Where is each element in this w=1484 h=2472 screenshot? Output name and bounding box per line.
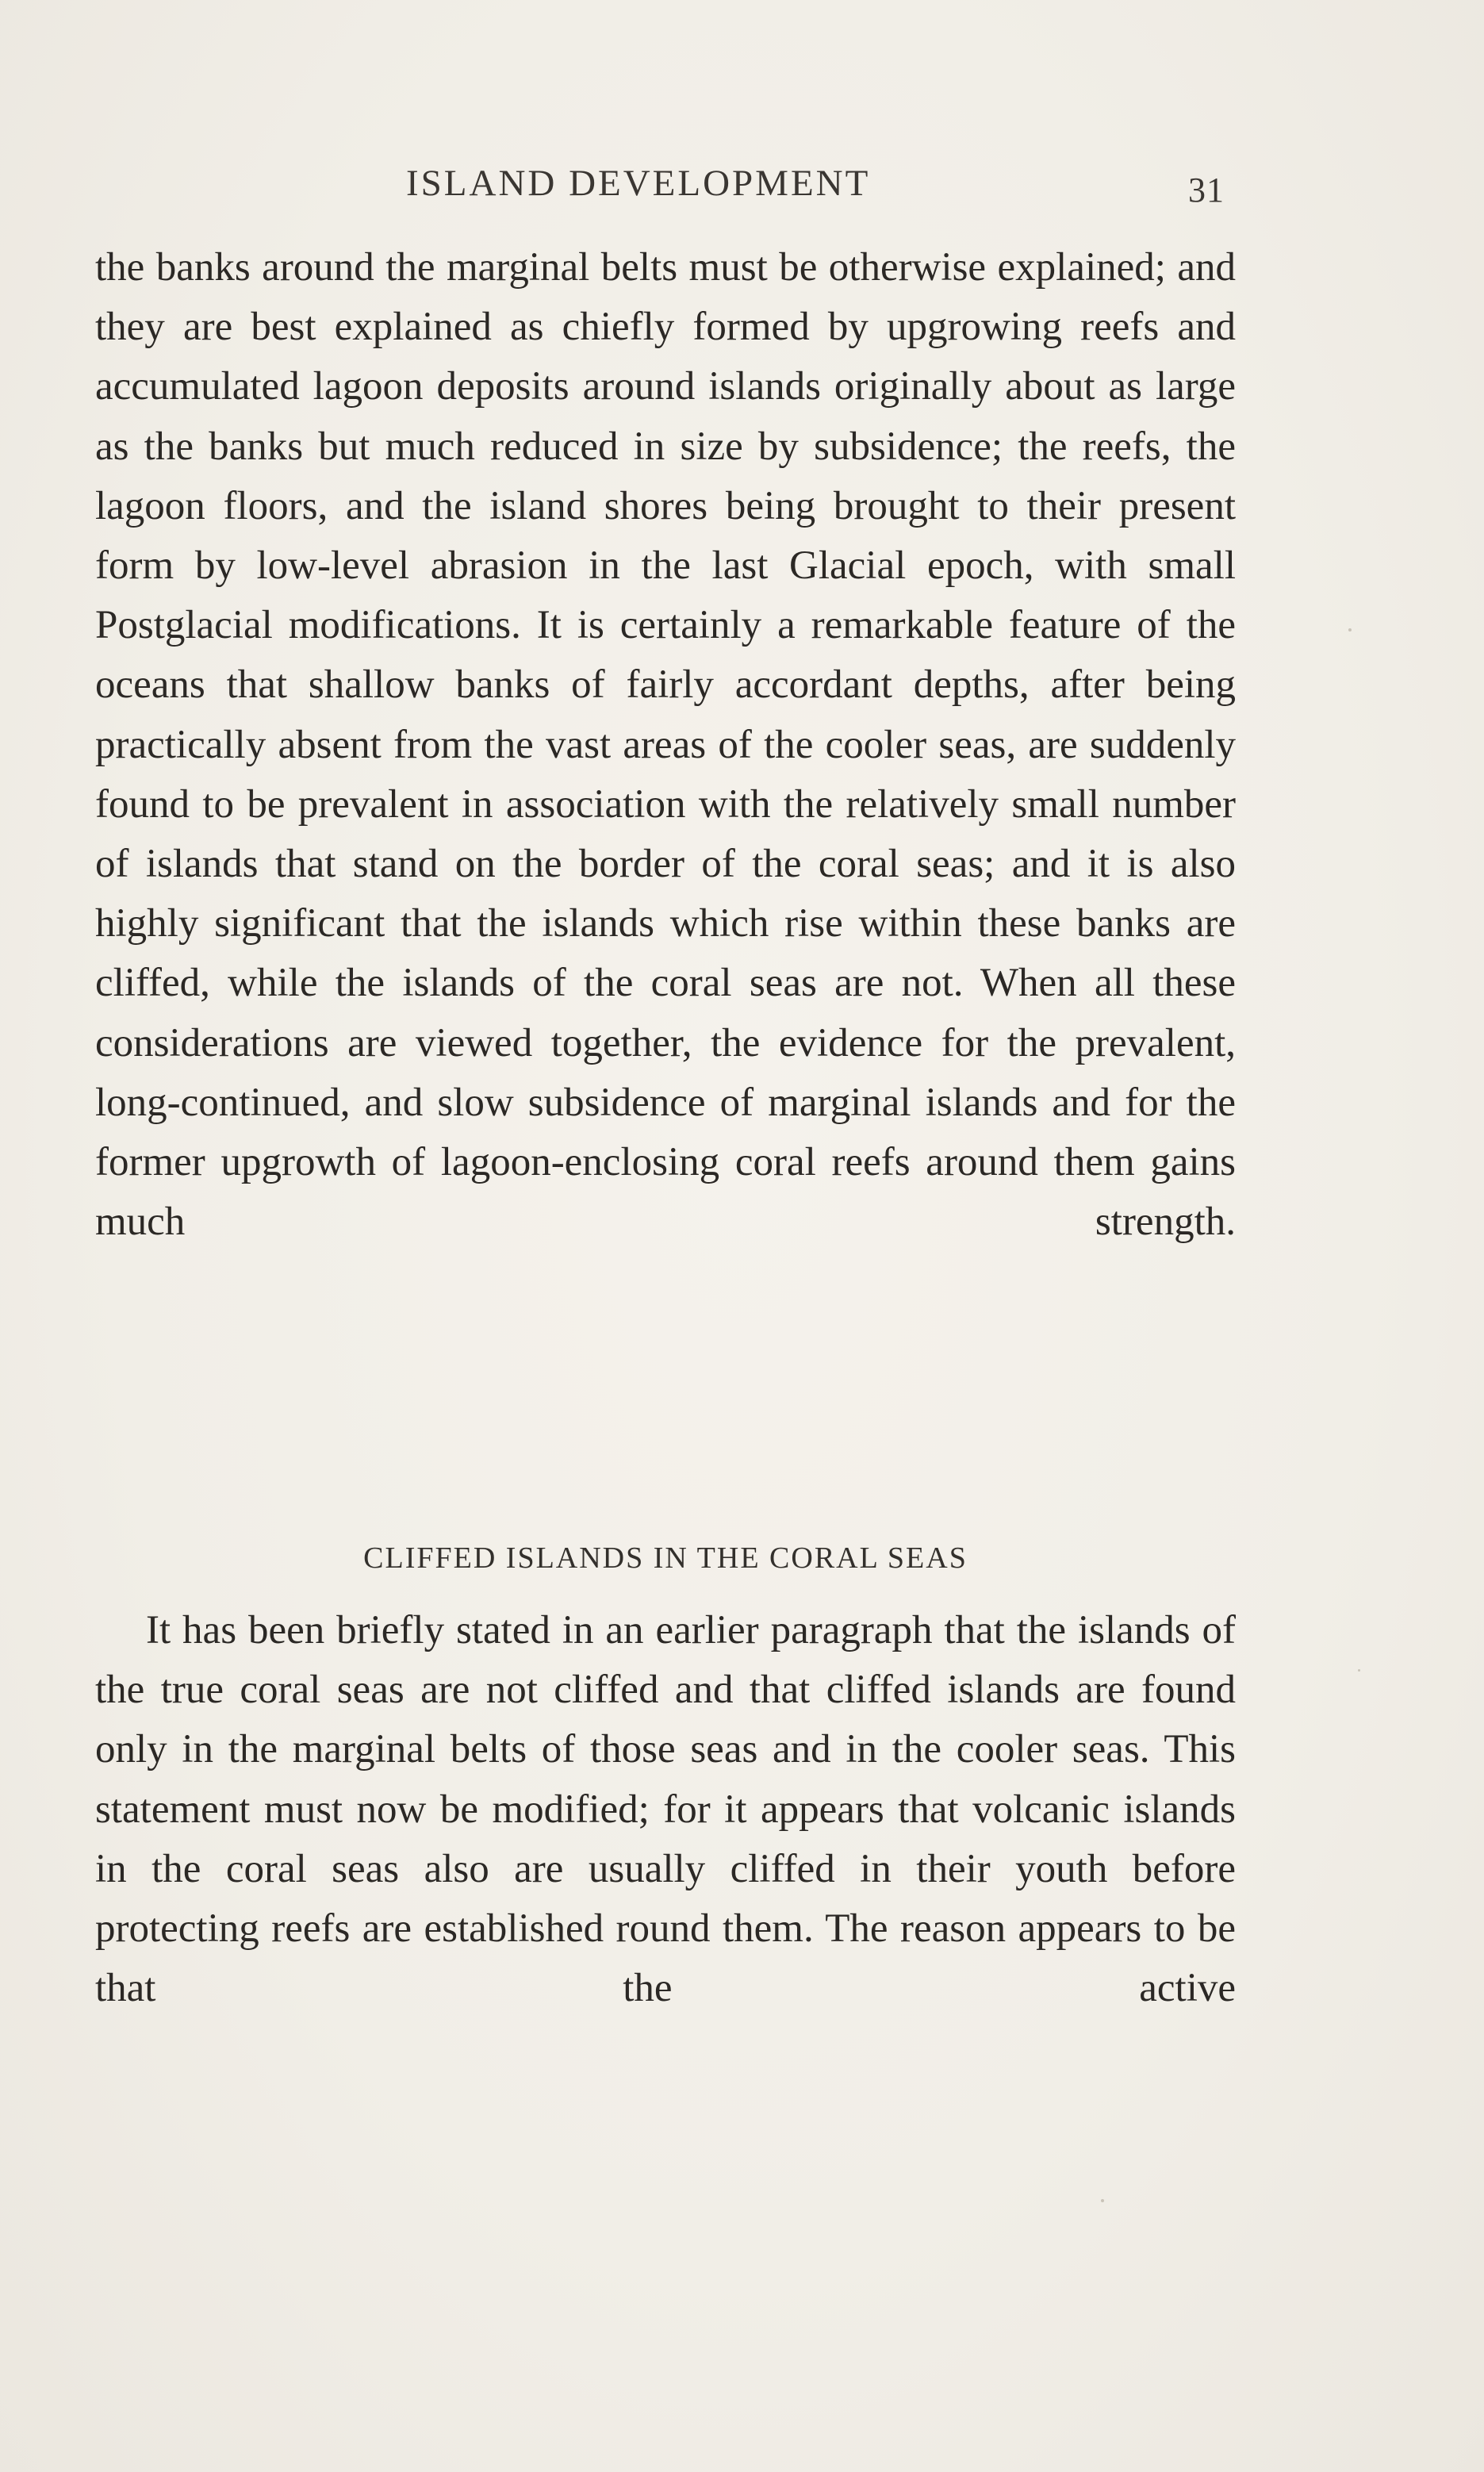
paper-speck (1101, 2199, 1104, 2202)
running-title: ISLAND DEVELOPMENT (406, 163, 871, 204)
paper-speck (1348, 628, 1352, 631)
paragraph-cliffed-islands (95, 1601, 1236, 2018)
section-heading: CLIFFED ISLANDS IN THE CORAL SEAS (363, 1541, 968, 1575)
page-number: 31 (1188, 171, 1225, 209)
paragraph-text: It has been briefly stated in an earlier paragraph that the islands of the true coral seas are not cliffed and that cliffed islands are found only in the marginal belts of those seas and in the cooler seas. This statement must now be modified; for it appears that volcanic islands in the coral seas also are usually cliffed in their youth before protecting reefs are established round them. The reason appears to be that the active (95, 1608, 1236, 2011)
running-head (0, 162, 1484, 209)
paper-speck (1358, 1669, 1360, 1672)
paragraph-text: the banks around the marginal belts must be otherwise explained; and they are best explained as chiefly formed by upgrowing reefs and accumulated lagoon deposits around islands originally about as large as the banks but much reduced in size by subsidence; the reefs, the lagoon floors, and the island shores being brought to their present form by low-level abrasion in the last Glacial epoch, with small Postglacial modifications. It is certainly a remarkable feature of the oceans that shallow banks of fairly accordant depths, after being practically absent from the vast areas of the cooler seas, are suddenly found to be prevalent in association with the relatively small number of islands that stand on the border of the coral seas; and it is also highly significant that the islands which rise within these banks are cliffed, while the islands of the coral seas are not. When all these considerations are viewed together, the evidence for the prevalent, long-continued, and slow subsidence of marginal islands and for the former upgrowth of lagoon-enclosing coral reefs around them gains much strength. (95, 245, 1236, 1245)
paragraph-continued (95, 238, 1236, 1252)
